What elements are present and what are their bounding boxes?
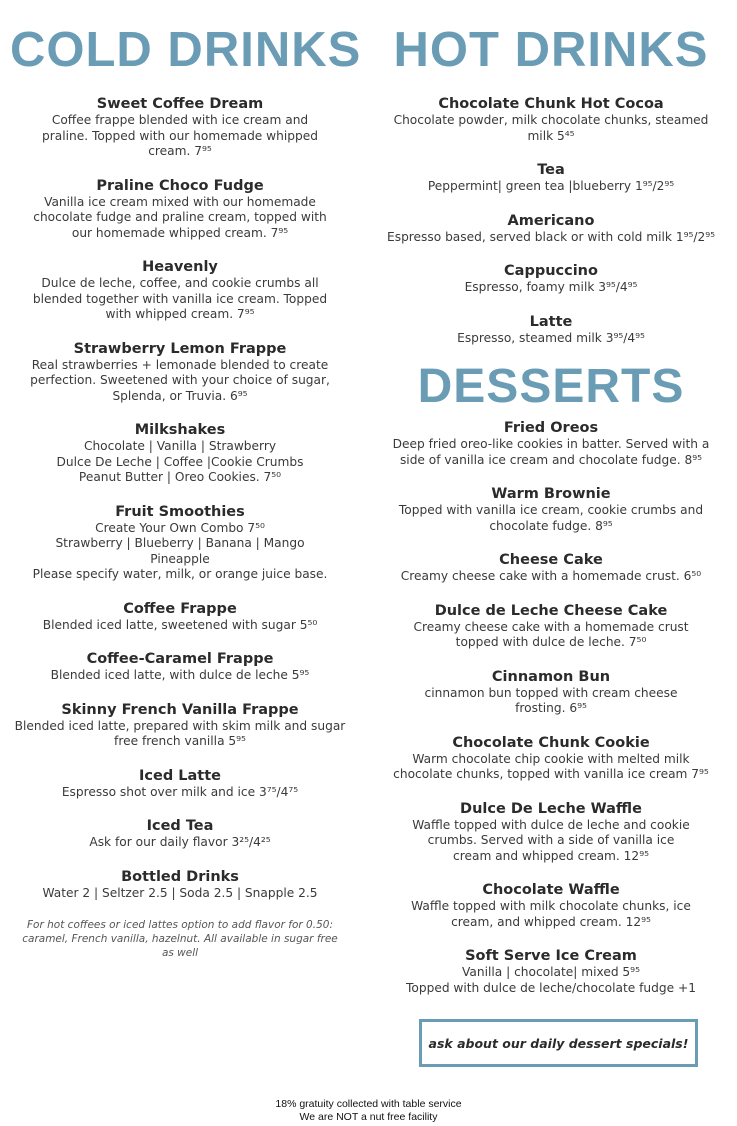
menu-item-description: crumbs. Served with a side of vanilla ice xyxy=(427,833,675,847)
menu-item-description: Dulce De Leche | Coffee |Cookie Crumbs xyxy=(56,454,304,469)
flavor-note xyxy=(18,918,342,960)
menu-item-name: Cheese Cake xyxy=(499,552,603,568)
menu-item-description: Splenda, or Truvia. 6⁹⁵ xyxy=(112,388,248,403)
menu-item-description: Espresso, steamed milk 3⁹⁵/4⁹⁵ xyxy=(457,330,645,345)
menu-item-description: Pineapple xyxy=(150,551,210,566)
desserts-heading: DESSERTS xyxy=(417,360,685,413)
menu-item xyxy=(10,258,350,323)
menu-item-description: Vanilla | chocolate| mixed 5⁹⁵ xyxy=(462,965,640,979)
menu-item-description: Creamy cheese cake with a homemade crust. 6⁵⁰ xyxy=(400,569,702,583)
menu-item-name: Chocolate Waffle xyxy=(482,882,620,898)
menu-item-description: our homemade whipped cream. 7⁹⁵ xyxy=(71,225,289,240)
gratuity-note: 18% gratuity collected with table service xyxy=(275,1098,462,1110)
menu-item-name: Cinnamon Bun xyxy=(491,668,611,685)
cold-drinks-heading: COLD DRINKS xyxy=(10,23,362,77)
menu-item-description: Vanilla ice cream mixed with our homemade xyxy=(44,194,316,209)
menu-item-name: Heavenly xyxy=(142,259,218,275)
menu-item-description: praline. Topped with our homemade whipped xyxy=(42,128,318,143)
menu-item-description: Topped with dulce de leche/chocolate fudge +1 xyxy=(406,980,696,995)
menu-item xyxy=(385,734,717,783)
menu-item-description: blended together with vanilla ice cream. Topped xyxy=(32,291,328,306)
menu-item xyxy=(10,868,350,902)
menu-item-description: Espresso, foamy milk 3⁹⁵/4⁹⁵ xyxy=(464,280,638,294)
menu-item-description: chocolate fudge and praline cream, topped with xyxy=(33,210,327,224)
menu-item-description: Topped with vanilla ice cream, cookie crumbs and xyxy=(398,503,704,517)
menu-item-description: Please specify water, milk, or orange juice base. xyxy=(32,567,328,581)
flavor-note-line: caramel, French vanilla, hazelnut. All available in sugar free xyxy=(22,933,338,945)
menu-item xyxy=(385,485,717,534)
menu-item-name: Coffee-Caramel Frappe xyxy=(86,651,274,667)
menu-item-description: topped with dulce de leche. 7⁵⁰ xyxy=(455,635,647,649)
menu-item-description: Ask for our daily flavor 3²⁵/4²⁵ xyxy=(89,835,271,849)
menu-item-name: Bottled Drinks xyxy=(121,868,239,885)
cold-drinks-list xyxy=(10,95,350,901)
menu-item-description: Waffle topped with milk chocolate chunks, ice xyxy=(411,899,691,913)
menu-item-description: Chocolate | Vanilla | Strawberry xyxy=(83,439,277,453)
menu-item-description: Create Your Own Combo 7⁵⁰ xyxy=(95,520,265,535)
menu-item-description: Coffee frappe blended with ice cream and xyxy=(51,113,309,127)
menu-item-name: Tea xyxy=(537,162,565,178)
menu-item-name: Sweet Coffee Dream xyxy=(96,96,264,112)
menu-item xyxy=(385,313,717,347)
menu-item-description: Waffle topped with dulce de leche and cookie xyxy=(412,817,690,832)
menu-item-description: milk 5⁴⁵ xyxy=(527,128,575,143)
menu-item-description: frosting. 6⁹⁵ xyxy=(515,701,587,715)
menu-item xyxy=(385,602,717,651)
menu-item xyxy=(385,551,717,585)
menu-item-description: Real strawberries + lemonade blended to create xyxy=(31,357,329,372)
menu-item-name: Milkshakes xyxy=(134,422,226,438)
footer xyxy=(0,1098,737,1124)
daily-specials-box xyxy=(419,1019,698,1067)
menu-item xyxy=(385,419,717,468)
menu-item-description: free french vanilla 5⁹⁵ xyxy=(114,734,246,748)
menu-item-description: cream, and whipped cream. 12⁹⁵ xyxy=(451,914,651,929)
flavor-note-line: as well xyxy=(161,947,199,959)
menu-item-description: Water 2 | Seltzer 2.5 | Soda 2.5 | Snapple 2.5 xyxy=(42,885,318,900)
menu-item-description: Peanut Butter | Oreo Cookies. 7⁵⁰ xyxy=(78,470,282,484)
menu-item-description: with whipped cream. 7⁹⁵ xyxy=(105,307,255,321)
menu-item xyxy=(385,161,717,195)
menu-item-description: Espresso based, served black or with cold milk 1⁹⁵/2⁹⁵ xyxy=(387,229,715,244)
menu-item-description: Deep fried oreo-like cookies in batter. Served with a xyxy=(392,437,710,451)
menu-item xyxy=(385,800,717,865)
menu-item-description: Blended iced latte, sweetened with sugar 5⁵⁰ xyxy=(42,617,318,632)
menu-item-description: cream and whipped cream. 12⁹⁵ xyxy=(453,848,649,863)
menu-item-name: Fried Oreos xyxy=(503,420,599,436)
menu-item xyxy=(10,600,350,634)
hot-drinks-column xyxy=(385,0,717,1013)
nut-warning: We are NOT a nut free facility xyxy=(299,1111,438,1123)
desserts-list xyxy=(385,419,717,996)
daily-specials-text: ask about our daily dessert specials! xyxy=(428,1035,689,1051)
menu-item-name: Dulce de Leche Cheese Cake xyxy=(434,602,668,619)
menu-item xyxy=(385,95,717,144)
menu-item-description: chocolate fudge. 8⁹⁵ xyxy=(489,518,613,533)
menu-item xyxy=(10,340,350,405)
menu-item xyxy=(385,668,717,717)
menu-item-description: Strawberry | Blueberry | Banana | Mango xyxy=(55,536,305,550)
menu-item-description: Blended iced latte, with dulce de leche 5⁹⁵ xyxy=(50,668,310,682)
menu-item xyxy=(10,503,350,583)
menu-item-description: Chocolate powder, milk chocolate chunks, steamed xyxy=(393,113,709,127)
menu-item-name: Dulce De Leche Waffle xyxy=(460,800,642,817)
menu-item-description: Peppermint| green tea |blueberry 1⁹⁵/2⁹⁵ xyxy=(427,179,675,193)
menu-item-name: Iced Tea xyxy=(146,818,214,834)
menu-item xyxy=(10,95,350,160)
menu-item xyxy=(10,177,350,242)
flavor-note-line: For hot coffees or iced lattes option to add flavor for 0.50: xyxy=(27,919,333,931)
menu-item-name: Strawberry Lemon Frappe xyxy=(73,340,287,357)
menu-item-description: Creamy cheese cake with a homemade crust xyxy=(413,619,689,634)
menu-item-name: Warm Brownie xyxy=(491,486,611,502)
menu-item-name: Coffee Frappe xyxy=(123,600,237,617)
menu-item xyxy=(10,767,350,801)
hot-drinks-list xyxy=(385,95,717,346)
menu-item-name: Iced Latte xyxy=(139,767,221,784)
menu-item-description: Warm chocolate chip cookie with melted milk xyxy=(412,751,690,766)
menu-item-description: perfection. Sweetened with your choice of sugar, xyxy=(30,373,330,387)
menu-item-description: cinnamon bun topped with cream cheese xyxy=(424,685,678,700)
menu-item-name: Chocolate Chunk Cookie xyxy=(452,734,650,751)
menu-item-name: Americano xyxy=(507,212,595,229)
menu-item-description: cream. 7⁹⁵ xyxy=(148,144,212,158)
menu-item-description: chocolate chunks, topped with vanilla ice cream 7⁹⁵ xyxy=(393,767,709,781)
menu-item-name: Skinny French Vanilla Frappe xyxy=(61,701,299,718)
hot-drinks-heading: HOT DRINKS xyxy=(393,23,709,77)
cold-drinks-column xyxy=(10,0,362,960)
menu-item-description: Dulce de leche, coffee, and cookie crumbs all xyxy=(41,276,319,290)
menu-item xyxy=(385,212,717,246)
menu-item-description: side of vanilla ice cream and chocolate fudge. 8⁹⁵ xyxy=(399,452,703,467)
menu-item xyxy=(10,701,350,750)
menu-item xyxy=(10,650,350,684)
menu-item xyxy=(385,262,717,296)
menu-item-name: Soft Serve Ice Cream xyxy=(465,948,637,964)
menu-item xyxy=(385,881,717,930)
menu-item-name: Latte xyxy=(529,313,573,330)
menu-item-description: Blended iced latte, prepared with skim milk and sugar xyxy=(14,718,346,733)
menu-item-name: Fruit Smoothies xyxy=(115,503,245,520)
menu-item-name: Cappuccino xyxy=(504,263,598,279)
menu-item-description: Espresso shot over milk and ice 3⁷⁵/4⁷⁵ xyxy=(61,784,299,799)
menu-item xyxy=(385,947,717,996)
menu-item xyxy=(10,817,350,851)
menu-item xyxy=(10,421,350,486)
menu-item-name: Praline Choco Fudge xyxy=(96,177,264,194)
menu-item-name: Chocolate Chunk Hot Cocoa xyxy=(438,96,664,112)
